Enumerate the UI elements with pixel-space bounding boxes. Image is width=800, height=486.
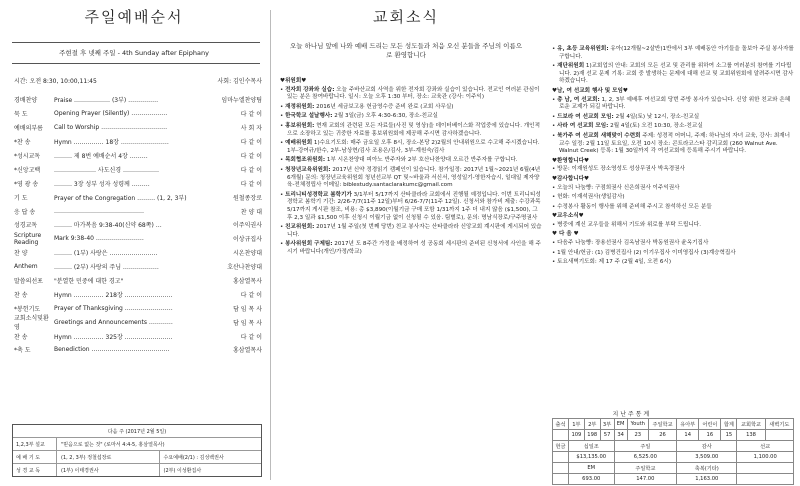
column-divider	[270, 10, 271, 480]
section-heading: ♥ 다 음 ♥	[552, 231, 579, 238]
service-row-leader: 다 같 이	[240, 291, 262, 299]
service-row	[14, 315, 262, 332]
footer-label: 1,2,3부 설교	[13, 438, 57, 450]
news-item-text: 1부 시온찬양대 피아노 반주자와 2부 호산나찬양대 오르간 반주자를 구합니다.	[326, 157, 518, 164]
news-item: • 헌화: 이재석권사(생일감사)	[552, 194, 625, 201]
sub-rule	[12, 63, 260, 64]
news-item-text: 오늘 주바산교회 사역을 위한 전자회 강좌와 실습이 있습니다. 전교인 여러분 관심이 있는 분은 참여바랍니다. 일시: 오늘 오후 1:30 부터, 장소: 교육관 (강사: 이주익)	[287, 86, 540, 101]
footer-value: "믿음으로 없는 것" (로마서 4:4-5, 홍삼열목사)	[61, 441, 165, 448]
news-item-title: 트리니티성경학교 봄학기가	[285, 191, 352, 198]
news-item-text: 2017년 신약 정경읽기 캠페인이 있습니다. 참가일정: 2017년 1월~2021년 6월(4년 6개월) 문의: 청장년교육위원회 청년선교부 QT 및~바울과 서신서, 영성일기-영한자습시, 일대일 제자양육-전체정립사 이메일: biblestudy.santaclarakumc@gmail.com	[287, 166, 541, 189]
stat-cell: 2부	[584, 419, 600, 430]
service-row-detail: ……… 제 8번 예배순서 4장 ………	[54, 153, 148, 160]
service-row	[14, 274, 262, 288]
news-item: • 사라 여 선교회 모임: 2월 4일(토) 오전 10:30, 장소-친교실	[552, 123, 703, 130]
service-row-label: 기 도	[14, 194, 28, 202]
stat-cell: 34	[614, 430, 627, 441]
service-row-detail: Praise ……………… (3부) ……………	[54, 97, 159, 105]
footer-value: (1부) 이태경권사	[61, 467, 99, 474]
news-item: • 드보라 여 선교회 모임: 2월 4일(토) 낮 12시, 장소-친교실	[552, 113, 700, 120]
stat-cell: 6,525.00	[614, 452, 677, 463]
service-row	[14, 107, 262, 121]
news-item-text: 1, 2, 3부 예배후 여선교회 당번 주방 봉사가 있습니다. 신앙 위한 친교와 은혜로운 교제가 되길 바랍니다.	[559, 96, 791, 111]
stat-cell: Youth	[627, 419, 648, 430]
news-item-text: 2월 3일(금) 오후 4:30-6:30, 장소-친교실	[334, 113, 438, 120]
news-item-title: 홍보위원회:	[285, 122, 315, 129]
news-item: • 전자회 강좌와 실습: 오늘 주바산교회 사역을 위한 전자회 강좌와 실습이 있습니다. 전교인 여러분 관심이 있는 분은 참여바랍니다. 일시: 오늘 오후 1:30 부터, 장소: 교육관 (강사: 이주익)	[280, 86, 540, 101]
service-row-leader: 담 임 목 사	[233, 305, 262, 313]
service-row	[14, 232, 262, 246]
news-item: • 토요새벽기도회: 제 17 주 (2월 4일, 오전 6시)	[552, 259, 671, 266]
footer-label: 예 배 기 도	[13, 451, 57, 463]
service-row	[14, 93, 262, 107]
news-item: • 1월 안내/헌금: (1) 김병건집사 (2) 이기우집사 이미영집사 (3)계승혁집사	[552, 249, 736, 256]
service-row-leader: 호산나찬양대	[227, 264, 262, 272]
news-item-text: 오늘의 나눔빵: 구점희권사 신은희권사 이주익권사	[557, 184, 680, 191]
news-item-text: 다음주 나눔빵: 장용선권사 김옥남권사 박동원권사 윤옥기집사	[557, 240, 709, 247]
service-row-leader: 다 같 이	[240, 153, 262, 160]
stat-cell: $13,135.00	[568, 452, 614, 463]
service-row-label: *찬 송	[14, 139, 31, 147]
service-row	[14, 218, 262, 232]
stat-cell	[553, 452, 569, 463]
news-item-title: 예배위원회	[285, 140, 313, 147]
stat-cell: 유아부	[677, 419, 699, 430]
service-row-leader: 찬 양 대	[240, 208, 262, 216]
service-row	[14, 135, 262, 149]
service-row-label: 찬 송	[14, 333, 28, 341]
stat-cell: 16	[699, 430, 721, 441]
stat-cell: 새벽기도	[765, 419, 793, 430]
news-item: • 북가주 여 선교회 새해맞이 수련회 주제: 성경적 어머니, 주제: 하나님의 자녀 교육, 강사: 최재너 교수 일정: 2월 11일 토요일, 오전 10시 장소: 콘트라코스타 감리교회 (260 Walnut Ave. Walnut Creek) 등록: 1월 30일까지 각 여선교회에 등록해 주시기 바랍니다.	[552, 132, 791, 155]
stat-cell: EM	[568, 463, 614, 474]
stat-cell: EM	[614, 419, 627, 430]
stat-cell	[553, 474, 569, 485]
service-row-detail: Benediction …………………………………	[54, 346, 170, 354]
service-row-leader: 시온찬양대	[233, 250, 262, 258]
service-row-leader: 다 같 이	[240, 180, 262, 188]
news-item-title: 전자회 강좌와 실습:	[285, 86, 335, 93]
service-row	[14, 204, 262, 218]
welcome-intro: 오늘 하나님 앞에 나와 예배 드리는 모든 성도들과 처음 오신 분들을 주님의 이름으로 환영합니다	[290, 42, 523, 59]
news-item-text: 병중에 계신 교우들을 위해서 기도와 위로를 부탁 드립니다.	[557, 221, 701, 228]
service-order-list	[14, 76, 262, 357]
news-item-title: 재단위원회	[557, 63, 585, 70]
news-item: • 수정봉사 활동이 행사를 위해 준비해 주시고 참석하신 모든 분들	[552, 203, 712, 210]
section-heading: ♥감사합니다♥	[552, 175, 590, 182]
stat-cell: 축복(기타)	[677, 463, 737, 474]
news-item-text: 주제: 성경적 어머니, 주제: 하나님의 자녀 교육, 강사: 최재너 교수 일정: 2월 11일 토요일, 오전 10시 장소: 콘트라코스타 감리교회 (260 Walnut Ave. Walnut Creek) 등록: 1월 30일까지 각 여선교회에 등록해 주시기 바랍니다.	[559, 132, 791, 155]
service-row-detail: ………………… 사도신경 ………………	[54, 166, 159, 174]
news-item: • 총 남, 여 선교회: 1, 2, 3부 예배후 여선교회 당번 주방 봉사가 있습니다. 신앙 위한 친교와 은혜로운 교제가 되길 바랍니다.	[552, 96, 791, 111]
service-row	[14, 176, 262, 190]
stat-cell: 57	[600, 430, 614, 441]
stat-cell: 주일	[614, 441, 677, 452]
service-row-leader: 담 임 목 사	[233, 319, 262, 327]
news-item-title: 사라 여 선교회 모임:	[557, 123, 609, 130]
statistics-caption: 지 난 주 통 계	[612, 410, 650, 418]
service-row-label: *축 도	[14, 347, 31, 355]
news-item-text: 토요새벽기도회: 제 17 주 (2월 4일, 오전 6시)	[557, 259, 671, 266]
service-row-detail: Prayer of Thanksgiving ……………………	[54, 304, 173, 312]
stat-cell	[737, 463, 794, 474]
service-row	[14, 162, 262, 176]
top-rule	[12, 42, 260, 43]
service-row-label: 교회소식및환영	[14, 315, 49, 332]
service-row-label: Scripture Reading	[14, 231, 42, 246]
stat-cell: 십일조	[568, 441, 614, 452]
news-item: • 다음주 나눔빵: 장용선권사 김옥남권사 박동원권사 윤옥기집사	[552, 240, 709, 247]
news-item-text: 수정봉사 활동이 행사를 위해 준비해 주시고 참석하신 모든 분들	[557, 203, 712, 210]
service-row-label: *성시교독	[14, 153, 41, 160]
stat-cell: 3,509.00	[677, 452, 737, 463]
stat-cell: 교회학교	[737, 419, 765, 430]
service-row-leader: 홍삼열목사	[233, 347, 262, 355]
section-heading: ♥환영합니다♥	[552, 157, 590, 164]
stat-cell	[765, 430, 793, 441]
service-row-detail: "분열한 민중에 대한 경고"	[54, 278, 124, 286]
service-row-label: 찬 송	[14, 291, 28, 299]
service-row-leader: 이상규집사	[233, 236, 262, 244]
news-title: 교회소식	[373, 8, 439, 26]
service-row-detail: Prayer of the Congregation ……… (1, 2, 3부)	[54, 194, 187, 202]
news-item-text: 현재 교회의 관련된 모든 자료들(사진 및 영상)을 데이터베이스화 작업중에 있습니다. 개인적으로 소장하고 있는 귀중한 자료를 홍보위원회에 제공해 주시면 감사하겠습니다.	[287, 122, 540, 137]
service-row-label: *영 광 송	[14, 180, 39, 188]
service-row-detail: ……… 마가복음 9:38-40(신약 68쪽) …	[54, 222, 162, 230]
service-row-label: 예배의부름	[14, 125, 43, 133]
stat-cell: 1,163.00	[677, 474, 737, 485]
news-item-text: 2월 4일(토) 오전 10:30, 장소-친교실	[610, 123, 703, 130]
service-row	[14, 246, 262, 260]
stat-cell: 감사	[677, 441, 737, 452]
footer-label: 성 경 교 독	[13, 464, 57, 476]
news-item-text: 3/1부터 5/17까지 산타클라라 교회에서 진행될 예정입니다. 이번 트리니티성경학교 봄학기 기간: 2/26-7/7(11주 12일)부터 6/26-7/7(11주 12일). 신청서와 참가비 제출: 수강과목 5/17까지 게시판 참조, 비용: 총 $3,890(이월기금 구매 포함 1/31까지 1주 더 내지 않음 ($1,500), 그 후 2,3 일과 $1,500 이후 신청시 이월기금 없이 신청될 수 있음. 팀별로), 문의: 명남식장로/구주명권사	[287, 191, 541, 221]
stat-cell: 138	[737, 430, 765, 441]
service-row-detail: ……… (1부) 사랑은 ……………………	[54, 250, 158, 258]
stat-cell: 26	[648, 430, 676, 441]
news-item-text: 방문: 이재원성도 장소영성도 성상무권사 박옥경권사	[557, 166, 685, 173]
news-item: • 홍보위원회: 현재 교회의 관련된 모든 자료들(사진 및 영상)을 데이터베이스화 작업중에 있습니다. 개인적으로 소장하고 있는 귀중한 자료를 홍보위원회에 제공해 주시면 감사하겠습니다.	[280, 122, 540, 137]
service-row-label: 응 답 송	[14, 208, 36, 216]
stat-cell: 198	[584, 430, 600, 441]
service-time: 시간: 오전 8:30, 10:00,11:45	[14, 78, 97, 85]
service-order-title: 주일예배순서	[84, 8, 184, 26]
stat-cell	[553, 463, 569, 474]
service-row-detail: Greetings and Announcements …………	[54, 318, 173, 326]
news-item: • 방문: 이재원성도 장소영성도 성상무권사 박옥경권사	[552, 166, 685, 173]
service-row-leader: 이주익권사	[233, 222, 262, 230]
next-week-title: 다음 주 (2017년 2월 5일)	[107, 428, 167, 435]
statistics-table	[552, 408, 794, 485]
service-row-leader: 다 같 이	[240, 333, 262, 341]
news-item: • 오늘의 나눔빵: 구점희권사 신은희권사 이주익권사	[552, 184, 680, 191]
stat-cell: 23	[627, 430, 648, 441]
footer-value-2: (2부) 이성환집사	[159, 464, 262, 476]
news-item: • 재정위원회: 2016년 세금보고용 헌금영수증 준비 완료 (교회 사무실)	[280, 103, 454, 110]
stat-cell: 693.00	[568, 474, 614, 485]
news-item: • 예배위원회 1)수요기도회: 매주 금요일 오후 8시, 장소-본당 2)2월의 안내위원으로 수고해 주시겠습니다. 1부-강여규/한수, 2부-남상현/김사 조용은/김사, 3부-계원숙/김사	[280, 140, 540, 154]
stat-cell: 주일학교	[614, 463, 677, 474]
service-row-label: 찬 양	[14, 250, 28, 258]
stat-cell: 합계	[721, 419, 737, 430]
service-row-label: 말씀의선포	[14, 278, 43, 286]
service-row-leader: 원철종장로	[233, 194, 262, 202]
stat-cell: 109	[568, 430, 584, 441]
news-item-text: 2017년 도 8주간 가정을 배정하여 성 공동회 세시판의 준비된 신청서에 사인을 해 주시기 바랍니다(개인/가정/학교)	[287, 241, 541, 255]
section-heading: ♥교우소식♥	[552, 213, 584, 220]
news-item-title: 친교위원회:	[285, 224, 315, 231]
news-item-text: 헌화: 이재석권사(생일감사)	[557, 194, 625, 201]
news-item-title: 봉사위원회 구제팀:	[285, 241, 333, 248]
news-item: • 트리니티성경학교 봄학기가 3/1부터 5/17까지 산타클라라 교회에서 진행될 예정입니다. 이번 트리니티성경학교 봄학기 기간: 2/26-7/7(11주 12일)부터 6/26-7/7(11주 12일). 신청서와 참가비 제출: 수강과목 5/17까지 게시판 참조, 비용: 총 $3,890(이월기금 구매 포함 1/31까지 1주 더 내지 않음 ($1,500), 그 후 2,3 일과 $1,500 이후 신청시 이월기금 없이 신청될 수 있음. 팀별로), 문의: 명남식장로/구주명권사	[280, 191, 541, 221]
service-row-detail: ……… 3장 성부 성자 성령께 ………	[54, 180, 150, 188]
service-row-detail: ……… (2부) 사랑의 주님 ………………	[54, 264, 159, 272]
service-row-leader: 사 회 자	[240, 125, 262, 133]
stat-cell	[737, 474, 794, 485]
news-item-title: 북가주 여 선교회 새해맞이 수련회	[557, 132, 641, 139]
next-week-table	[12, 424, 262, 477]
stat-cell: 15	[721, 430, 737, 441]
stat-cell: 어린이	[699, 419, 721, 430]
news-item: • 재단위원회 1)교회업의 안내: 교회의 모든 선교 및 관리를 위하여 소그룹 여러분의 참여를 기다립니다. 2)재 선교 문제 기록: 교회 중 발생하는 문제에 대해 선교 및 교회위원회에 알려주시면 감사하겠습니다.	[552, 63, 794, 85]
news-item: • 병중에 계신 교우들을 위해서 기도와 위로를 부탁 드립니다.	[552, 221, 701, 228]
service-row-detail: Hymn …………… 18장 ……………………	[54, 139, 169, 147]
service-row-label: *봉헌기도	[14, 305, 41, 313]
service-row	[14, 260, 262, 274]
stat-cell: 147.00	[614, 474, 677, 485]
service-row-leader: 임마누엘찬양팀	[221, 97, 262, 105]
news-item: • 목회협조위원회: 1부 시온찬양대 피아노 반주자와 2부 호산나찬양대 오르간 반주자를 구합니다.	[280, 157, 518, 164]
stat-cell: 3부	[600, 419, 614, 430]
service-row-detail: Opening Prayer (Silently) ………………	[54, 110, 168, 118]
service-row-label: Anthem	[14, 263, 38, 271]
news-item-title: 드보라 여 선교회 모임:	[557, 113, 614, 120]
stat-cell: 출석	[553, 419, 569, 430]
service-row-leader: 다 같 이	[240, 139, 262, 147]
news-item-text: 1)교회업의 안내: 교회의 모든 선교 및 관리를 위하여 소그룹 여러분의 참여를 기다립니다. 2)재 선교 문제 기록: 교회 중 발생하는 문제에 대해 선교 및 교회위원회에 알려주시면 감사하겠습니다.	[559, 63, 794, 85]
service-row-label: 묵 도	[14, 111, 28, 119]
stat-cell: 1부	[568, 419, 584, 430]
service-row-leader: 홍삼열목사	[233, 278, 262, 286]
news-body	[280, 76, 544, 258]
news-item: • 친교위원회: 2017년 1월 주일(첫 번째 당번) 친교 봉사자는 산타클라라 신앙교회 계시판에 게시되어 있습니다.	[280, 224, 542, 238]
news-body-right	[552, 46, 794, 269]
service-presider: 사회: 김인수목사	[217, 78, 262, 85]
service-row-detail: Hymn …………… 218장 ……………………	[54, 291, 173, 299]
stat-cell: 14	[677, 430, 699, 441]
service-row	[14, 329, 262, 343]
news-item-text: 2월 4일(토) 낮 12시, 장소-친교실	[615, 113, 700, 120]
service-row-detail: Call to Worship ……………………………	[54, 124, 168, 132]
news-item: • 한국학교 설날행사: 2월 3일(금) 오후 4:30-6:30, 장소-친교실	[280, 113, 438, 120]
service-subtitle: 주현절 후 넷째 주일 - 4th Sunday after Epiphany	[59, 49, 209, 57]
news-item-text: 2017년 1월 주일(첫 번째 당번) 친교 봉사자는 산타클라라 신앙교회 계시판에 게시되어 있습니다.	[287, 224, 542, 238]
service-row	[14, 343, 262, 357]
footer-value: (1, 2, 3부) 정철섭장로	[61, 454, 112, 461]
service-row-leader: 다 같 이	[240, 166, 262, 174]
news-item-title: 유, 초등 교육위원회:	[557, 46, 609, 52]
service-row	[14, 121, 262, 135]
stat-cell	[553, 430, 569, 441]
news-item-title: 목회협조위원회:	[285, 157, 326, 164]
news-item-text: 1)수요기도회: 매주 금요일 오후 8시, 장소-본당 2)2월의 안내위원으로 수고해 주시겠습니다. 1부-강여규/한수, 2부-남상현/김사 조용은/김사, 3부-계원숙/김사	[287, 140, 540, 154]
section-heading: ♥남, 여 선교회 행사 및 모임♥	[552, 87, 628, 94]
news-item-title: 청장년교육위원회:	[285, 166, 331, 173]
service-row	[14, 149, 262, 163]
news-item: • 청장년교육위원회: 2017년 신약 정경읽기 캠페인이 있습니다. 참가일정: 2017년 1월~2021년 6월(4년 6개월) 문의: 청장년교육위원회 청년선교부 QT 및~바울과 서신서, 영성일기-영한자습시, 일대일 제자양육-전체정립사 이메일: biblestudy.santaclarakumc@gmail.com	[280, 166, 541, 189]
service-row-label: 경배찬양	[14, 97, 38, 105]
footer-value-2: 수요예배(2/1) : 김성백권사	[159, 451, 262, 463]
news-item-title: 재정위원회:	[285, 103, 315, 110]
service-row-label: *신앙고백	[14, 166, 41, 174]
service-row-detail: Mark 9:38-40 ……………………	[54, 235, 144, 243]
service-row-detail: ………………………………………	[54, 207, 144, 215]
service-row-leader: 다 같 이	[240, 111, 262, 119]
stat-cell: 선교	[737, 441, 794, 452]
service-row	[14, 287, 262, 301]
news-item-title: 한국학교 설날행사:	[285, 113, 333, 120]
news-item: • 유, 초등 교육위원회: 유아(12개월~2살반)1반에서 3부 예배동안 아기들을 돌보아 주실 봉사자를 구합니다.	[552, 46, 794, 60]
stat-cell: 주일학교	[648, 419, 676, 430]
news-item-text: 유아(12개월~2살반)1반에서 3부 예배동안 아기들을 돌보아 주실 봉사자를 구합니다.	[559, 46, 794, 60]
news-item-text: 2016년 세금보고용 헌금영수증 준비 완료 (교회 사무실)	[316, 103, 454, 110]
stat-cell: 헌금	[553, 441, 569, 452]
service-row	[14, 190, 262, 204]
service-row-detail: Hymn …………… 325장 ……………………	[54, 333, 173, 341]
stat-cell: 1,100.00	[737, 452, 794, 463]
news-item-title: 총 남, 여 선교회:	[557, 96, 600, 103]
news-item: • 봉사위원회 구제팀: 2017년 도 8주간 가정을 배정하여 성 공동회 세시판의 준비된 신청서에 사인을 해 주시기 바랍니다(개인/가정/학교)	[280, 241, 541, 255]
service-row-label: 성경교독	[14, 222, 38, 230]
news-item-text: 1월 안내/헌금: (1) 김병건집사 (2) 이기우집사 이미영집사 (3)계승혁집사	[557, 249, 736, 256]
section-heading: ♥위원회♥	[280, 78, 307, 84]
